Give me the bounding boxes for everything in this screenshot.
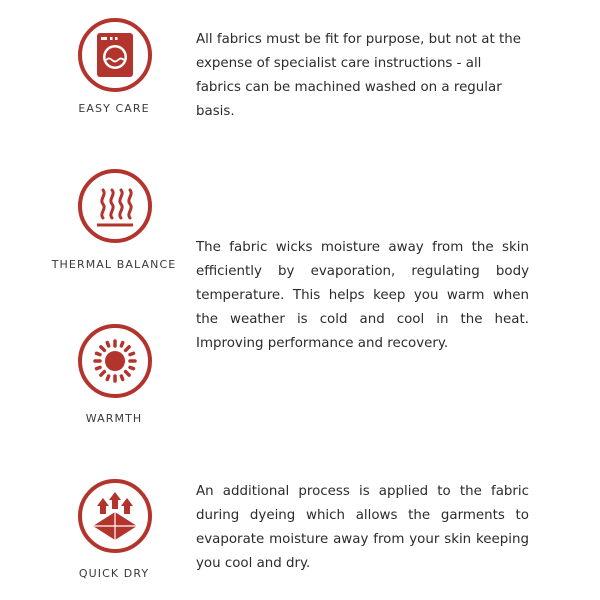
thermal-balance-description: The fabric wicks moisture away from the skin efficiently by evaporation, regulating body temperature. This helps keep you warm when the weather is cold and cool in the heat. Improving performance and recovery. <box>196 240 529 351</box>
sun-icon <box>77 323 153 399</box>
quick-dry-description: An additional process is applied to the fabric during dyeing which allows the garments to evaporate moisture away from your skin keeping you cool and dry. <box>196 484 529 571</box>
warmth-label: WARMTH <box>85 412 143 425</box>
washing-machine-icon <box>77 17 153 93</box>
heat-waves-icon <box>77 168 153 244</box>
easy-care-description: All fabrics must be fit for purpose, but not at the expense of specialist care instructions - all fabrics can be machined washed on a regular basis. <box>196 32 521 119</box>
thermal-balance-label: THERMAL BALANCE <box>51 258 177 271</box>
quick-dry-label: QUICK DRY <box>78 567 150 580</box>
quick-dry-icon <box>77 478 153 554</box>
easy-care-label: EASY CARE <box>78 102 150 115</box>
